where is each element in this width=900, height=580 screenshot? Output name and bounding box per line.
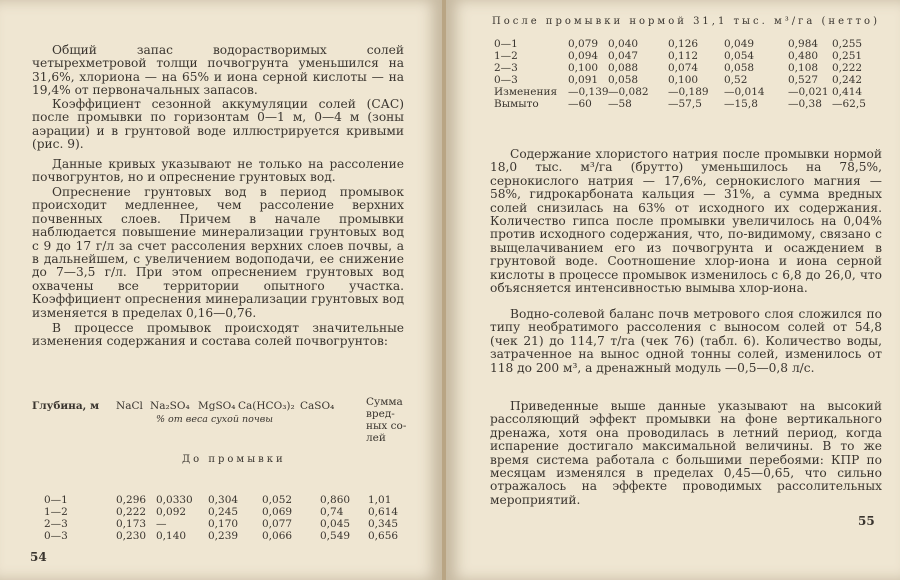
- table-cell: 1—2: [494, 50, 518, 62]
- table-cell: 0,049: [724, 38, 755, 50]
- table-cell: 0,054: [724, 50, 755, 62]
- table-cell: 0,074: [668, 62, 699, 74]
- left-page: [0, 0, 442, 580]
- col-depth-header: Глубина, м: [32, 400, 100, 412]
- table-cell: 0,088: [608, 62, 639, 74]
- table-cell: 0,0330: [156, 494, 193, 506]
- table-cell: 1,01: [368, 494, 392, 506]
- table-cell: —0,021: [788, 86, 829, 98]
- table-cell: —60: [568, 98, 592, 110]
- table-cell: 0,245: [208, 506, 239, 518]
- table-cell: 0,077: [262, 518, 293, 530]
- right-page: [446, 0, 900, 580]
- table-cell: 0,860: [320, 494, 351, 506]
- unit-note: % от веса сухой почвы: [156, 414, 274, 425]
- table-cell: 0,091: [568, 74, 599, 86]
- table-cell: 0,058: [724, 62, 755, 74]
- table-cell: —0,38: [788, 98, 822, 110]
- table-cell: 0,170: [208, 518, 239, 530]
- paragraph: Данные кривых указывают не только на рассоление почвогрунтов, но и опреснение грунтовых вод.: [32, 157, 404, 185]
- paragraph: Водно-солевой баланс почв метрового слоя сложился по типу необратимого рассоления с выносом солей от 54,8 (чек 21) до 114,7 т/га (чек 76) (табл. 6). Количество воды, затраченное на вынос одной тонны солей, изменилось от 118 до 200 м³, а дренажный модуль —0,5—0,8 л/с.: [490, 307, 882, 375]
- table-cell: 0,112: [668, 50, 699, 62]
- table-cell: 1—2: [44, 506, 68, 518]
- table-cell: 0,092: [156, 506, 187, 518]
- table-cell: 0,480: [788, 50, 819, 62]
- table-cell: 0,296: [116, 494, 147, 506]
- col-na2so4-header: Na₂SO₄: [150, 400, 190, 412]
- paragraph: Общий запас водорастворимых солей четырехметровой толщи почвогрунта уменьшился на 31,6%, хлориона — на 65% и иона серной кислоты — на 19,4% от первоначальных запасов.: [32, 43, 404, 98]
- col-nacl-header: NaCl: [116, 400, 143, 412]
- table-cell: 0,066: [262, 530, 293, 542]
- table-cell: 0—3: [44, 530, 68, 542]
- paragraph: Содержание хлористого натрия после промывки нормой 18,0 тыс. м³/га (брутто) уменьшилось на 78,5%, сернокислого натрия — 17,6%, сернокислого магния — 58%, гидрокарбоната кальция — 31%, а сумма вредных солей снизилась на 63% от исходного их содержания. Количество гипса после промывки увеличилось на 0,04% против исходного содержания, что, по-видимому, связано с выщелачиванием его из почвогрунта и осаждением в грунтовой воде. Соотношение хлор-иона и иона серной кислоты в процессе промывок изменилось с 6,8 до 26,0, что объясняется интенсивностью вымыва хлор-иона.: [490, 147, 882, 296]
- table-cell: 0,242: [832, 74, 863, 86]
- table-cell: 0,047: [608, 50, 639, 62]
- paragraph: Опреснение грунтовых вод в период промывок происходит медленнее, чем рассоление верхних почвенных слоев. Причем в начале промывки наблюдается повышение минерализации грунтовых вод с 9 до 17 г/л за счет рассоления верхних слоев почвы, а в дальнейшем, с увеличением водоподачи, ее снижение до 7—3,5 г/л. При этом опреснением грунтовых вод охвачены все территории опытного участка. Коэффициент опреснения минерализации грунтовых вод изменяется в пределах 0,16—0,76.: [32, 185, 404, 320]
- col-mgso4-header: MgSO₄: [198, 400, 236, 412]
- page-number: 55: [858, 514, 875, 528]
- table-cell: 0,74: [320, 506, 344, 518]
- table-cell: 0,100: [568, 62, 599, 74]
- table-cell: 0,230: [116, 530, 147, 542]
- table-cell: 0,239: [208, 530, 239, 542]
- table-cell: —15,8: [724, 98, 758, 110]
- table-cell: Изменения: [494, 86, 558, 98]
- table-cell: 0,222: [116, 506, 147, 518]
- table-cell: 0,045: [320, 518, 351, 530]
- table-cell: 0,140: [156, 530, 187, 542]
- table-caption: До промывки: [182, 454, 286, 465]
- table-caption: После промывки нормой 31,1 тыс. м³/га (нетто): [492, 16, 880, 27]
- table-cell: 0,656: [368, 530, 399, 542]
- table-cell: 0,304: [208, 494, 239, 506]
- col-sum-header: Сумма вред-ных со-лей: [366, 396, 407, 444]
- paragraph: В процессе промывок происходят значительные изменения содержания и состава солей почвогрунтов:: [32, 321, 404, 349]
- table-cell: —0,189: [668, 86, 709, 98]
- table-cell: 0,094: [568, 50, 599, 62]
- table-cell: —0,082: [608, 86, 649, 98]
- table-cell: 0,100: [668, 74, 699, 86]
- table-cell: 0,251: [832, 50, 863, 62]
- table-cell: 0,126: [668, 38, 699, 50]
- table-cell: 0,222: [832, 62, 863, 74]
- salt-table-after: [492, 38, 892, 122]
- table-cell: 0,549: [320, 530, 351, 542]
- table-cell: 0,069: [262, 506, 293, 518]
- table-cell: 0,52: [724, 74, 748, 86]
- table-cell: 0,040: [608, 38, 639, 50]
- paragraph: Коэффициент сезонной аккумуляции солей (САС) после промывки по горизонтам 0—1 м, 0—4 м (зоны аэрации) и в грунтовой воде иллюстрируется кривыми (рис. 9).: [32, 97, 404, 152]
- table-cell: 0—1: [494, 38, 518, 50]
- table-cell: 0,079: [568, 38, 599, 50]
- table-cell: —62,5: [832, 98, 866, 110]
- table-cell: 0,984: [788, 38, 819, 50]
- salt-table-before: [32, 392, 412, 552]
- table-cell: 0,614: [368, 506, 399, 518]
- table-cell: 0,108: [788, 62, 819, 74]
- table-cell: 0,173: [116, 518, 147, 530]
- table-cell: 0,058: [608, 74, 639, 86]
- table-cell: 2—3: [44, 518, 68, 530]
- col-caso4-header: CaSO₄: [300, 400, 335, 412]
- table-cell: 0,345: [368, 518, 399, 530]
- table-cell: 0,255: [832, 38, 863, 50]
- table-cell: —0,014: [724, 86, 765, 98]
- paragraph: Приведенные выше данные указывают на высокий рассоляющий эффект промывки на фоне вертикального дренажа, хотя она проводилась в летний период, когда испарение достигало максимальной величины. В то же время система работала с большими перебоями: КПР по месяцам изменялся в пределах 0,45—0,65, что сильно отражалось на эффекте проводимых рассолительных мероприятий.: [490, 399, 882, 507]
- col-cahco3-header: Ca(HCO₃)₂: [238, 400, 295, 412]
- table-cell: Вымыто: [494, 98, 539, 110]
- table-cell: —: [156, 518, 167, 530]
- table-cell: —0,139: [568, 86, 609, 98]
- table-cell: 0,527: [788, 74, 819, 86]
- table-cell: 0,052: [262, 494, 293, 506]
- table-cell: 0,414: [832, 86, 863, 98]
- table-cell: 2—3: [494, 62, 518, 74]
- table-cell: —58: [608, 98, 632, 110]
- table-cell: 0—1: [44, 494, 68, 506]
- page-number: 54: [30, 550, 47, 564]
- table-cell: 0—3: [494, 74, 518, 86]
- table-cell: —57,5: [668, 98, 702, 110]
